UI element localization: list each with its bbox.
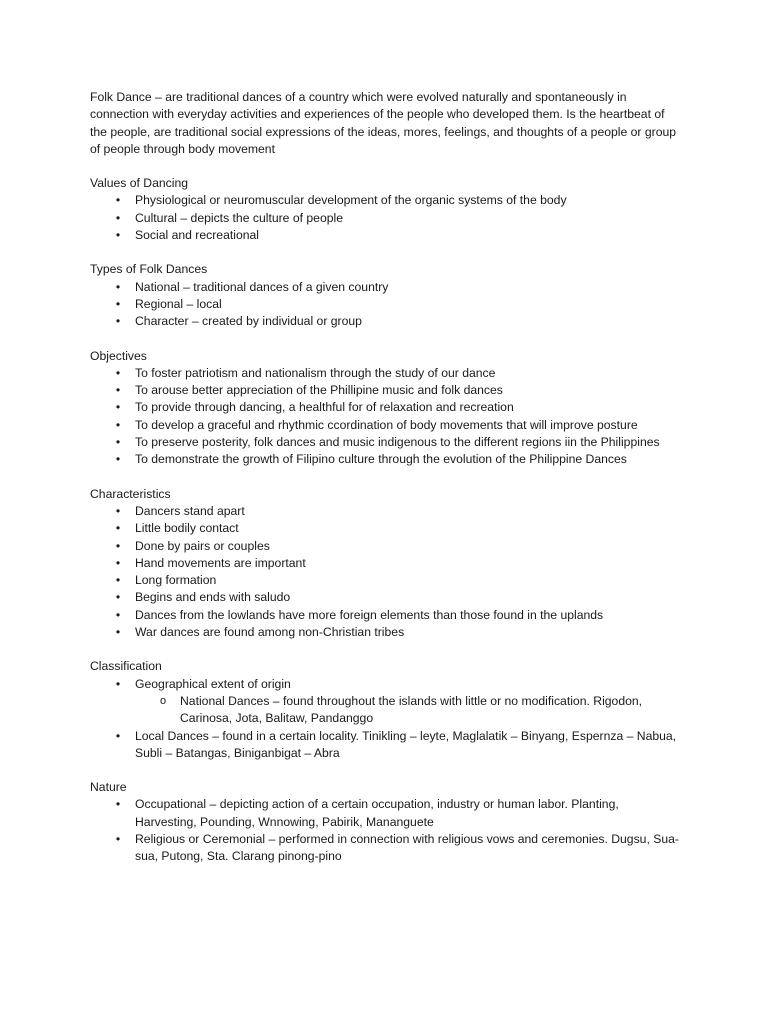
bullet-list	[90, 676, 680, 762]
list-item-text: Hand movements are important	[135, 555, 306, 570]
bullet-icon: •	[115, 503, 121, 518]
bullet-icon: •	[115, 365, 121, 380]
section-types-of-folk-dances	[90, 261, 680, 330]
list-item-text: National – traditional dances of a given country	[135, 279, 389, 294]
bullet-list	[90, 192, 680, 244]
list-item	[90, 296, 680, 313]
section-objectives	[90, 348, 680, 469]
document-body	[90, 89, 680, 883]
list-item	[90, 313, 680, 330]
bullet-icon: •	[115, 538, 121, 553]
list-item	[90, 227, 680, 244]
list-item-text: Social and recreational	[135, 228, 259, 243]
bullet-icon: •	[115, 452, 121, 467]
bullet-icon: •	[115, 625, 121, 640]
list-item-text: To demonstrate the growth of Filipino culture through the evolution of the Philippine Dances	[135, 452, 627, 467]
list-item-text: Physiological or neuromuscular development of the organic systems of the body	[135, 193, 567, 208]
section-heading: Characteristics	[90, 486, 171, 501]
sub-bullet-list	[135, 693, 680, 728]
bullet-icon: •	[115, 435, 121, 450]
list-item-text: Little bodily contact	[135, 521, 239, 536]
bullet-icon: •	[115, 607, 121, 622]
list-item	[90, 538, 680, 555]
bullet-icon: •	[115, 279, 121, 294]
list-item-text: Character – created by individual or group	[135, 314, 362, 329]
list-item	[90, 382, 680, 399]
list-item-text: War dances are found among non-Christian tribes	[135, 625, 405, 640]
list-item	[90, 831, 680, 866]
section-heading: Types of Folk Dances	[90, 262, 208, 277]
bullet-icon: •	[115, 728, 121, 743]
list-item	[90, 434, 680, 451]
list-item-text: Dancers stand apart	[135, 503, 245, 518]
bullet-icon: •	[115, 314, 121, 329]
list-item	[90, 624, 680, 641]
list-item	[90, 417, 680, 434]
list-item-text: Done by pairs or couples	[135, 538, 270, 553]
bullet-list	[90, 279, 680, 331]
bullet-icon: •	[115, 193, 121, 208]
list-item	[90, 399, 680, 416]
bullet-icon: •	[115, 383, 121, 398]
bullet-icon: •	[115, 400, 121, 415]
list-item	[90, 676, 680, 728]
bullet-list	[90, 796, 680, 865]
bullet-list	[90, 503, 680, 641]
bullet-icon: •	[115, 590, 121, 605]
list-item	[90, 572, 680, 589]
list-item-text: Religious or Ceremonial – performed in connection with religious vows and ceremonies. Dugsu, Sua- sua, Putong, Sta. Clarang pinong-pino	[135, 831, 679, 864]
bullet-icon: •	[115, 676, 121, 691]
list-item-text: Long formation	[135, 573, 217, 588]
list-item-text: Occupational – depicting action of a certain occupation, industry or human labor. Planting, Harvesting, Pounding, Wnnowing, Pabirik, Mananguete	[135, 797, 619, 829]
list-item-text: Cultural – depicts the culture of people	[135, 210, 343, 225]
list-item	[90, 365, 680, 382]
list-item	[90, 555, 680, 572]
list-item	[90, 520, 680, 537]
section-nature	[90, 779, 680, 865]
sub-list-item-text: National Dances – found throughout the islands with little or no modification. Rigodon, Carinosa, Jota, Balitaw, Pandanggo	[180, 693, 643, 726]
section-heading: Nature	[90, 780, 127, 795]
list-item-text: Dances from the lowlands have more foreign elements than those found in the uplands	[135, 607, 604, 622]
list-item	[90, 279, 680, 296]
list-item-text: To foster patriotism and nationalism through the study of our dance	[135, 365, 496, 380]
bullet-icon: •	[115, 521, 121, 536]
list-item-text: To develop a graceful and rhythmic ccordination of body movements that will improve posture	[135, 417, 638, 432]
bullet-icon: •	[115, 555, 121, 570]
list-item-text: To arouse better appreciation of the Phillipine music and folk dances	[135, 383, 503, 398]
list-item	[90, 210, 680, 227]
list-item	[90, 796, 680, 831]
section-characteristics	[90, 486, 680, 642]
hollow-bullet-icon: o	[159, 694, 167, 707]
bullet-icon: •	[115, 228, 121, 243]
sub-list-item	[135, 693, 680, 728]
bullet-list	[90, 365, 680, 469]
list-item-text: To provide through dancing, a healthful for of relaxation and recreation	[135, 400, 514, 415]
list-item-text: To preserve posterity, folk dances and music indigenous to the different regions iin the Philippines	[135, 435, 660, 450]
intro-paragraph: Folk Dance – are traditional dances of a country which were evolved naturally and spontaneously in connection with everyday activities and experiences of the people who developed them. Is the heartbeat of the people, are traditional social expressions of the ideas, mores, feelings, and thoughts of a people or group of people through body movement	[90, 90, 677, 156]
bullet-icon: •	[115, 417, 121, 432]
section-heading: Objectives	[90, 348, 147, 363]
section-heading: Classification	[90, 659, 162, 674]
section-heading: Values of Dancing	[90, 176, 189, 191]
list-item	[90, 503, 680, 520]
bullet-icon: •	[115, 797, 121, 812]
list-item-text: Regional – local	[135, 296, 222, 311]
bullet-icon: •	[115, 210, 121, 225]
list-item-text: Geographical extent of origin	[135, 676, 291, 691]
list-item	[90, 589, 680, 606]
list-item	[90, 728, 680, 763]
list-item	[90, 607, 680, 624]
list-item	[90, 451, 680, 468]
section-values-of-dancing	[90, 175, 680, 244]
list-item	[90, 192, 680, 209]
bullet-icon: •	[115, 296, 121, 311]
section-classification	[90, 658, 680, 762]
bullet-icon: •	[115, 831, 121, 846]
list-item-text: Begins and ends with saludo	[135, 590, 291, 605]
list-item-text: Local Dances – found in a certain locality. Tinikling – leyte, Maglalatik – Binyang, Espernza – Nabua, Subli – Batangas, Biniganbigat – Abra	[135, 728, 677, 760]
bullet-icon: •	[115, 573, 121, 588]
